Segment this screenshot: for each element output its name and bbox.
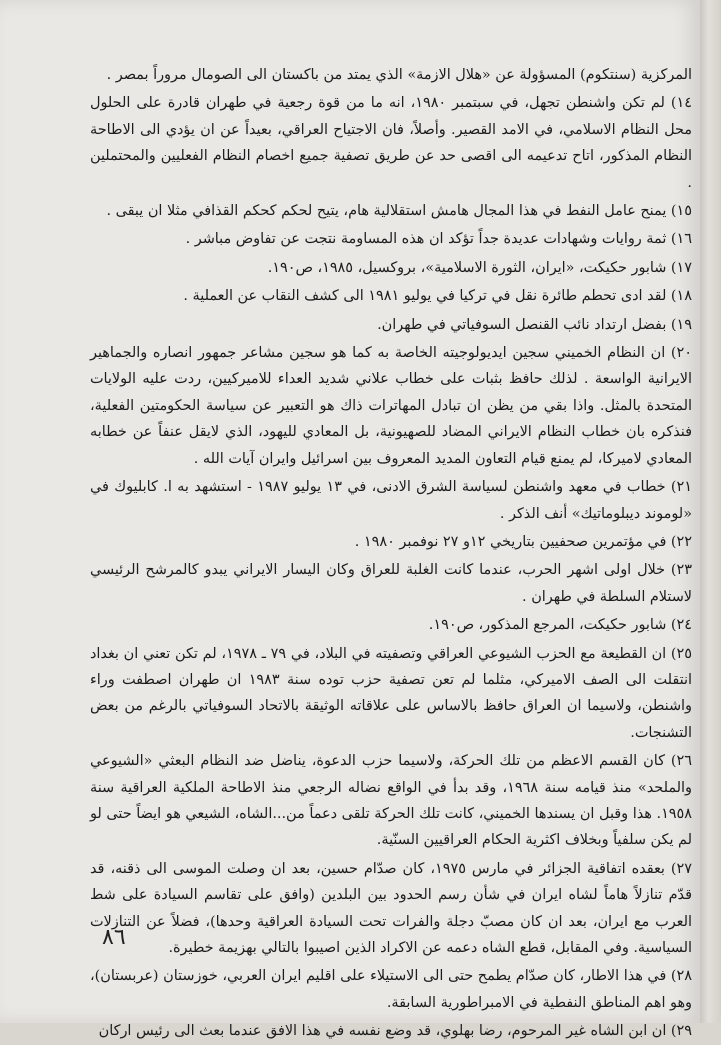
endnote-24: ٢٤) شابور حكيكت، المرجع المذكور، ص١٩٠. (428, 617, 692, 634)
endnote-21: ٢١) خطاب في معهد واشنطن لسياسة الشرق الادنى، في ١٣ يوليو ١٩٨٧ - استشهد به ا. كابليوك في «لوموند ديبلوماتيك» أنف الذكر . (90, 479, 693, 522)
endnote-22: ٢٢) في مؤتمرين صحفيين بتاريخي ١٢و ٢٧ نوفمبر ١٩٨٠ . (354, 533, 692, 550)
page-number: ٨٦ (102, 925, 126, 950)
endnote-17: ١٧) شابور حكيكت، «ايران، الثورة الاسلامية»، بروكسيل، ١٩٨٥، ص١٩٠. (267, 259, 692, 276)
endnote-27: ٢٧) بعقده اتفاقية الجزائر في مارس ١٩٧٥، كان صدّام حسين، بعد ان وصلت الموسى الى ذقنه، قد قدّم تنازلاً هاماً لشاه ايران في شأن رسم الحدود بين البلدين (وافق على تقاسم السيادة على شط العرب مع ايران، بعد ان كان مصبّ دجلة والفرات تحت السيادة العراقية وحدها)، فضلاً عن التنازلات السياسية. وفي المقابل، قطع الشاه دعمه عن الاكراد الذين اصيبوا بالتالي بهزيمة خطيرة. (90, 860, 693, 956)
endnote-14: ١٤) لم تكن واشنطن تجهل، في سبتمبر ١٩٨٠، انه ما من قوة رجعية في طهران قادرة على الحلول محل النظام الاسلامي، في الامد القصير. وأصلاً، فان الاجتياح العراقي، بعيداً عن ان يؤدي الى الاطاحة النظام المذكور، اتاح تدعيمه الى اقصى حد عن طريق تصفية جميع اخصام النظام الفعليين والمحتملين . (90, 95, 693, 191)
endnote-15: ١٥) يمنح عامل النفط في هذا المجال هامش استقلالية هام، يتيح لحكم كحكم القذافي مثلا ان يبقى . (106, 203, 692, 220)
endnote-25: ٢٥) ان القطيعة مع الحزب الشيوعي العراقي وتصفيته في البلاد، في ٧٩ ـ ١٩٧٨، لم تكن تعني ان بغداد انتقلت الى الصف الاميركي، مثلما لم تعن تصفية حزب توده سنة ١٩٨٣ ان طهران اصطفت وراء واشنطن، ولاسيما ان العراق حافظ بالاساس على علاقاته الوثيقة بالاتحاد السوفياتي بالرغم من بعض التشنجات. (90, 645, 692, 741)
endnote-28: ٢٨) في هذا الاطار، كان صدّام يطمح حتى الى الاستيلاء على اقليم ايران العربي، خوزستان (عربستان)، وهو اهم المناطق النفطية في الامبراطورية السابقة. (90, 968, 692, 1011)
endnote-18: ١٨) لقد ادى تحطم طائرة نقل في تركيا في يوليو ١٩٨١ الى كشف النقاب عن العملية . (183, 288, 692, 305)
endnote-16: ١٦) ثمة روايات وشهادات عديدة جداً تؤكد ان هذه المساومة نتجت عن تفاوض مباشر . (185, 231, 692, 248)
endnote-20: ٢٠) ان النظام الخميني سجين ايديولوجيته الخاصة به كما هو سجين مشاعر جمهور انصاره والجماهير الايرانية الواسعة . لذلك حافظ بثبات على خطاب علاني شديد العداء للاميركيين، ردت عليه الولايات المتحدة بالمثل. واذا بقي من يظن ان تبادل المهاترات ذاك هو التعبير عن سياسة الحكومتين الفعلية، فنذكره بان خطاب النظام الايراني المضاد للصهيونية، بل المعادي لليهود، الذي لايقل عنفاً عن خطابه المعادي لاميركا، لم يمنع قيام التعاون المديد المعروف بين اسرائيل وايران آيات الله . (90, 345, 692, 467)
page-edge (700, 0, 721, 1023)
endnote-continuation: المركزية (سنتكوم) المسؤولة عن «هلال الازمة» الذي يمتد من باكستان الى الصومال مروراً بمصر . (106, 67, 692, 83)
endnote-29: ٢٩) ان ابن الشاه غير المرحوم، رضا بهلوي، قد وضع نفسه في هذا الافق عندما بعث الى رئيس اركان (98, 1023, 692, 1040)
endnote-23: ٢٣) خلال اولى اشهر الحرب، عندما كانت الغلبة للعراق وكان اليسار الايراني يبدو كالمرشح الرئيسي لاستلام السلطة في طهران . (90, 562, 692, 605)
endnote-19: ١٩) بفضل ارتداد نائب القنصل السوفياتي في طهران. (377, 316, 692, 333)
endnote-26: ٢٦) كان القسم الاعظم من تلك الحركة، ولاسيما حزب الدعوة، يناضل ضد النظام البعثي «الشيوعي والملحد» منذ قيامه سنة ١٩٦٨، وقد بدأ في الواقع نضاله الرجعي منذ الاطاحة الملكية العراقية سنة ١٩٥٨. هذا وقبل ان يسندها الخميني، كانت تلك الحركة تلقى دعماً من...الشاه، الشيعي هو ايضاً حتى لو لم يكن سلفياً وبخلاف اكثرية الحكام العراقيين السنّية. (90, 753, 692, 849)
endnotes-text (90, 62, 692, 1045)
